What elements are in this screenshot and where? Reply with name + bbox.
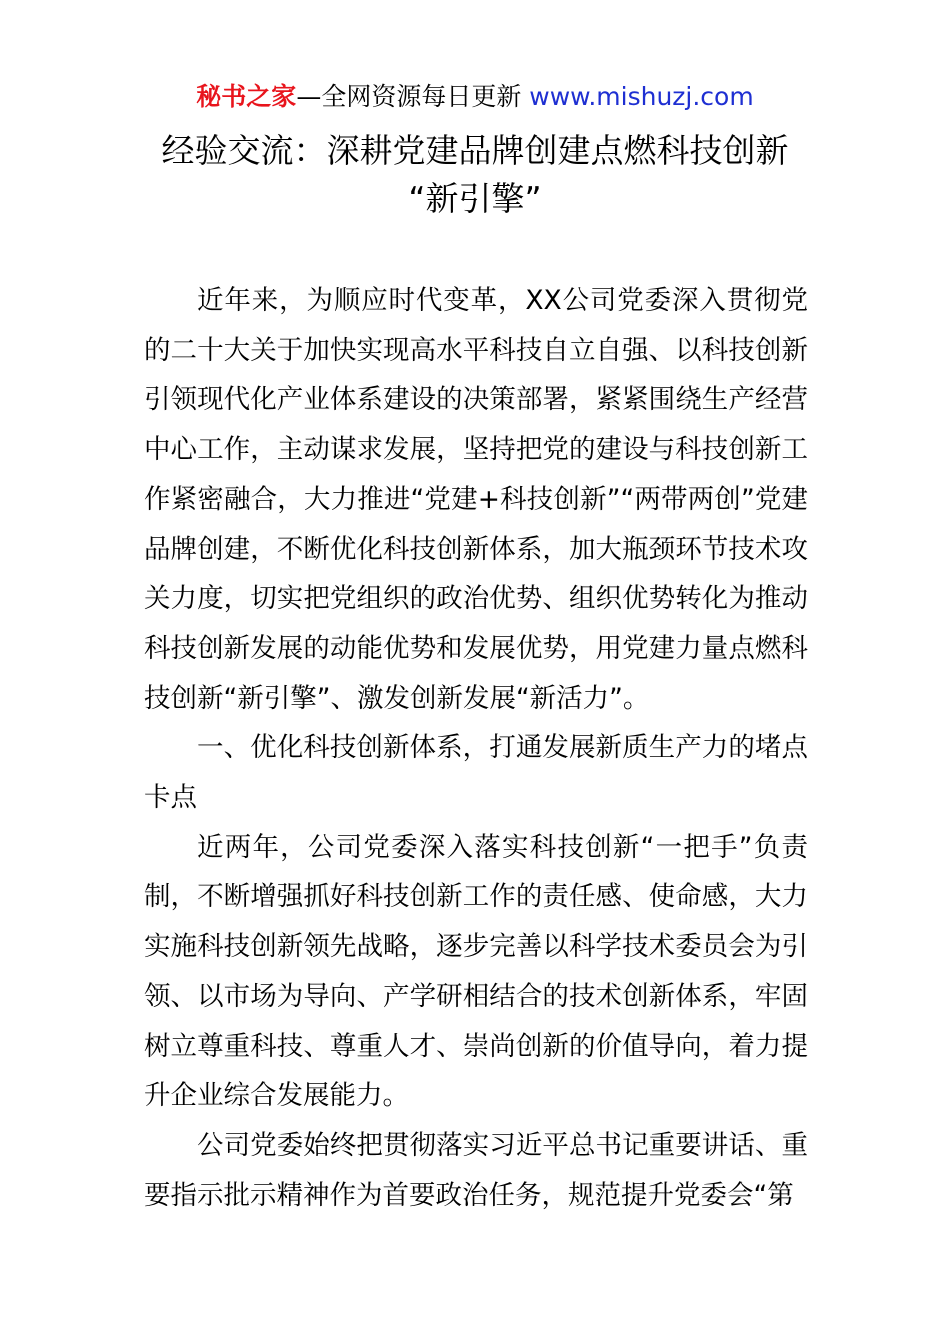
title-line-2: “新引擎” xyxy=(408,179,542,218)
site-url[interactable]: www.mishuzj.com xyxy=(529,82,754,111)
document-title xyxy=(0,127,950,223)
document-body xyxy=(144,276,808,1220)
section-heading-1: 一、优化科技创新体系，打通发展新质生产力的堵点卡点 xyxy=(144,732,808,814)
paragraph-section-1-b: 公司党委始终把贯彻落实习近平总书记重要讲话、重要指示批示精神作为首要政治任务，规范提升党委会“第 xyxy=(144,1129,808,1211)
site-header xyxy=(0,80,950,114)
paragraph-section-1-a: 近两年，公司党委深入落实科技创新“一把手”负责制，不断增强抓好科技创新工作的责任感、使命感，大力实施科技创新领先战略，逐步完善以科学技术委员会为引领、以市场为导向、产学研相结合的技术创新体系，牢固树立尊重科技、尊重人才、崇尚创新的价值导向，着力提升企业综合发展能力。 xyxy=(144,831,808,1112)
header-tagline: —全网资源每日更新 xyxy=(296,82,522,111)
title-line-1: 经验交流：深耕党建品牌创建点燃科技创新 xyxy=(161,131,789,170)
brand-name: 秘书之家 xyxy=(196,82,297,111)
paragraph-intro: 近年来，为顺应时代变革，XX公司党委深入贯彻党的二十大关于加快实现高水平科技自立自强、以科技创新引领现代化产业体系建设的决策部署，紧紧围绕生产经营中心工作，主动谋求发展，坚持把党的建设与科技创新工作紧密融合，大力推进“党建+科技创新”“两带两创”党建品牌创建，不断优化科技创新体系，加大瓶颈环节技术攻关力度，切实把党组织的政治优势、组织优势转化为推动科技创新发展的动能优势和发展优势，用党建力量点燃科技创新“新引擎”、激发创新发展“新活力”。 xyxy=(144,285,808,714)
